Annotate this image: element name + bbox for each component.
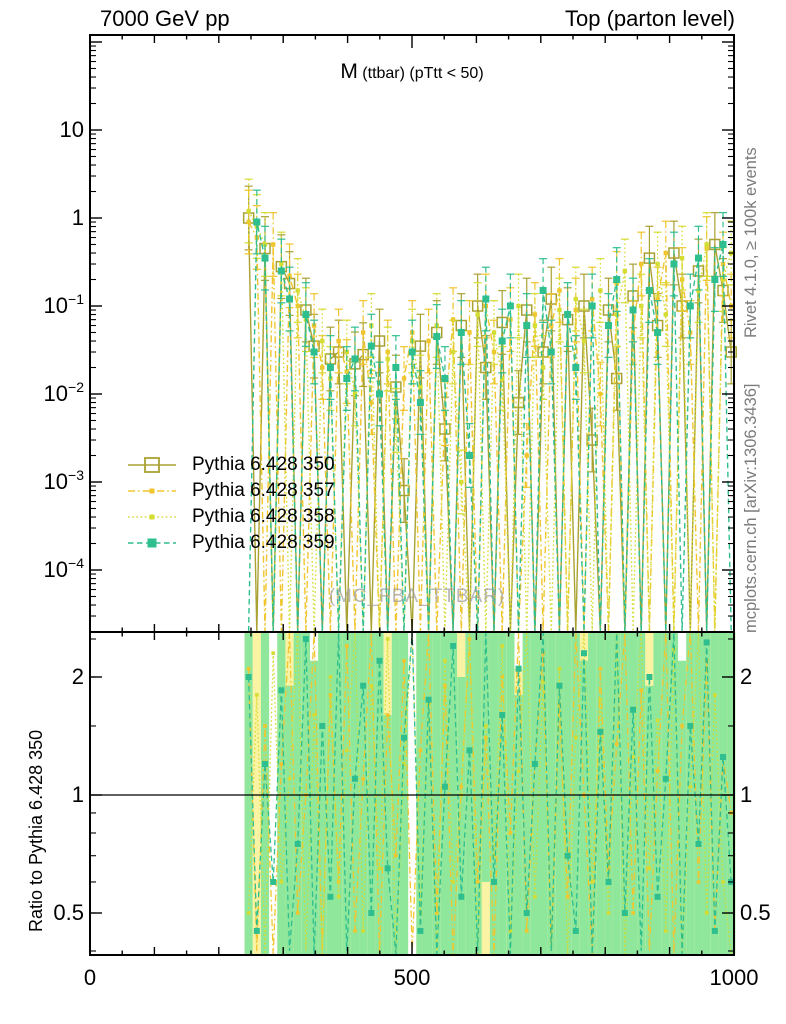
- series-pythia-6.428-358: [245, 179, 736, 631]
- legend-marker: [148, 539, 157, 548]
- legend-sample-line-359: [126, 532, 184, 554]
- legend-label-359: Pythia 6.428 359: [192, 532, 335, 553]
- legend-sample-line-358: [126, 506, 184, 528]
- plot-title: [90, 60, 734, 84]
- ratio-tick-label-left: 0.5: [53, 900, 84, 926]
- legend-sample-line-357: [126, 480, 184, 502]
- x-tick-label: 1000: [709, 965, 759, 990]
- legend-marker: [150, 515, 155, 520]
- ratio-tick-label-right: 0.5: [740, 900, 771, 926]
- beam-energy-label: 7000 GeV pp: [100, 6, 230, 31]
- legend-item-350: [126, 452, 335, 478]
- series-pythia-6.428-350: [244, 186, 737, 631]
- observable-cuts: (ttbar) (pTtt < 50): [357, 65, 484, 82]
- ratio-tick-label-left: 1: [71, 782, 84, 807]
- legend-label-350: Pythia 6.428 350: [192, 454, 335, 475]
- y-tick-label: $10^{-4}$: [43, 555, 84, 582]
- legend-marker: [150, 489, 155, 494]
- x-axis-labels: [84, 965, 759, 990]
- legend-item-359: [126, 530, 335, 556]
- ratio-error-bands: [245, 632, 736, 955]
- legend-sample-line-350: [126, 454, 184, 476]
- y-tick-label: $10^{-3}$: [43, 467, 84, 494]
- mcplots-reference-note: mcplots.cern.ch [arXiv:1306.3436]: [742, 383, 760, 633]
- legend: [126, 452, 335, 556]
- main-series: [244, 179, 737, 631]
- legend-item-357: [126, 478, 335, 504]
- y-tick-label: 1: [71, 205, 84, 230]
- y-tick-label: 10: [59, 117, 84, 142]
- main-y-labels: [44, 117, 85, 582]
- y-tick-label: $10^{-1}$: [43, 291, 84, 318]
- series-pythia-6.428-357: [245, 190, 736, 631]
- ratio-axis-title: Ratio to Pythia 6.428 350: [26, 729, 46, 932]
- ratio-tick-label-left: 2: [71, 663, 84, 689]
- x-tick-label: 500: [393, 965, 431, 990]
- y-tick-label: $10^{-2}$: [43, 379, 84, 406]
- legend-label-358: Pythia 6.428 358: [192, 506, 335, 527]
- ratio-tick-label-right: 1: [740, 782, 753, 807]
- legend-label-357: Pythia 6.428 357: [192, 480, 335, 501]
- rivet-version-note: Rivet 4.1.0, ≥ 100k events: [742, 147, 760, 338]
- process-label: Top (parton level): [565, 6, 735, 31]
- observable-symbol: M: [340, 60, 358, 83]
- analysis-watermark: (MC_FBA_TTBAR): [328, 586, 506, 607]
- x-tick-label: 0: [83, 965, 97, 990]
- ratio-tick-label-right: 2: [740, 663, 753, 689]
- legend-item-358: [126, 504, 335, 530]
